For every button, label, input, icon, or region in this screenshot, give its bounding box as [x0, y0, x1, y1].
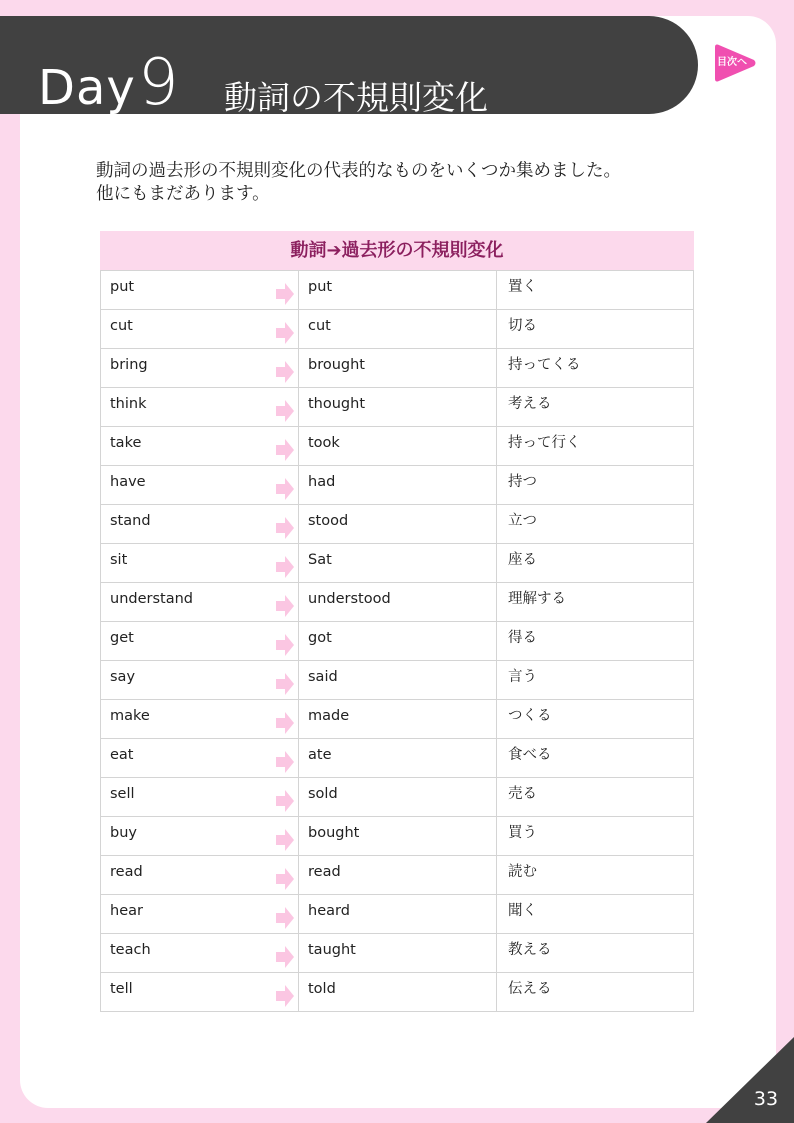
past-form-text: sold: [308, 786, 338, 802]
base-form-cell: [101, 271, 299, 309]
arrow-right-icon: [276, 400, 294, 422]
table-row: [101, 661, 693, 700]
base-form-cell: [101, 739, 299, 777]
past-form-text: thought: [308, 396, 366, 412]
past-form-text: heard: [308, 903, 350, 919]
past-form-cell: [299, 310, 497, 348]
past-form-text: Sat: [308, 552, 332, 568]
past-form-text: taught: [308, 942, 356, 958]
arrow-right-icon: [276, 322, 294, 344]
base-form-cell: [101, 700, 299, 738]
past-form-text: cut: [308, 318, 331, 334]
base-form-cell: [101, 661, 299, 699]
arrow-right-icon: [276, 712, 294, 734]
table-caption: 動詞➔過去形の不規則変化: [100, 231, 694, 270]
page-title: 動詞の不規則変化: [224, 78, 488, 117]
table-row: [101, 778, 693, 817]
past-form-cell: [299, 544, 497, 582]
meaning-cell: [497, 856, 693, 894]
meaning-cell: [497, 817, 693, 855]
base-form-text: buy: [110, 825, 137, 841]
table-row: [101, 388, 693, 427]
base-form-cell: [101, 973, 299, 1011]
arrow-right-icon: [276, 751, 294, 773]
past-form-cell: [299, 895, 497, 933]
base-form-text: hear: [110, 903, 143, 919]
table-row: [101, 622, 693, 661]
base-form-cell: [101, 778, 299, 816]
base-form-cell: [101, 895, 299, 933]
past-form-text: made: [308, 708, 350, 724]
base-form-text: have: [110, 474, 146, 490]
arrow-right-icon: [276, 556, 294, 578]
intro-line: 動詞の過去形の不規則変化の代表的なものをいくつか集めました。: [96, 161, 621, 181]
meaning-cell: [497, 661, 693, 699]
table-row: [101, 310, 693, 349]
table-row: [101, 427, 693, 466]
past-form-cell: [299, 661, 497, 699]
arrow-right-icon: [276, 829, 294, 851]
meaning-cell: [497, 466, 693, 504]
base-form-cell: [101, 310, 299, 348]
arrow-right-icon: [276, 634, 294, 656]
base-form-text: bring: [110, 357, 148, 373]
meaning-cell: [497, 544, 693, 582]
meaning-text: 言う: [508, 669, 537, 685]
base-form-cell: [101, 505, 299, 543]
table-row: [101, 739, 693, 778]
past-form-cell: [299, 466, 497, 504]
past-form-text: put: [308, 279, 333, 295]
meaning-text: 持ってくる: [508, 357, 581, 373]
base-form-text: sell: [110, 786, 135, 802]
meaning-cell: [497, 895, 693, 933]
meaning-cell: [497, 388, 693, 426]
past-form-text: took: [308, 435, 340, 451]
past-form-text: understood: [308, 591, 391, 607]
header-bar: [0, 16, 698, 120]
arrow-right-icon: [276, 517, 294, 539]
meaning-cell: [497, 310, 693, 348]
meaning-cell: [497, 700, 693, 738]
meaning-cell: [497, 427, 693, 465]
past-form-cell: [299, 700, 497, 738]
table-row: [101, 505, 693, 544]
table-row: [101, 466, 693, 505]
past-form-cell: [299, 778, 497, 816]
past-form-cell: [299, 505, 497, 543]
meaning-text: 持って行く: [508, 435, 581, 451]
past-form-text: had: [308, 474, 336, 490]
base-form-cell: [101, 817, 299, 855]
past-form-text: told: [308, 981, 336, 997]
past-form-text: brought: [308, 357, 365, 373]
meaning-text: 得る: [508, 630, 537, 646]
irregular-verb-table: [100, 231, 694, 1012]
past-form-cell: [299, 817, 497, 855]
table-row: [101, 583, 693, 622]
day-number: 9: [138, 46, 179, 120]
table-row: [101, 856, 693, 895]
base-form-text: teach: [110, 942, 151, 958]
meaning-cell: [497, 349, 693, 387]
meaning-text: 買う: [508, 825, 537, 841]
meaning-text: つくる: [508, 708, 552, 724]
meaning-text: 読む: [508, 864, 537, 880]
past-form-text: read: [308, 864, 341, 880]
meaning-cell: [497, 778, 693, 816]
base-form-cell: [101, 466, 299, 504]
meaning-cell: [497, 934, 693, 972]
past-form-text: ate: [308, 747, 332, 763]
table-row: [101, 349, 693, 388]
meaning-cell: [497, 583, 693, 621]
arrow-right-icon: [276, 283, 294, 305]
base-form-text: say: [110, 669, 136, 685]
day-label: Day: [38, 60, 136, 116]
past-form-cell: [299, 973, 497, 1011]
base-form-cell: [101, 934, 299, 972]
base-form-cell: [101, 583, 299, 621]
base-form-cell: [101, 856, 299, 894]
base-form-text: cut: [110, 318, 133, 334]
past-form-cell: [299, 271, 497, 309]
base-form-cell: [101, 349, 299, 387]
base-form-text: get: [110, 630, 134, 646]
arrow-right-icon: [276, 478, 294, 500]
past-form-cell: [299, 388, 497, 426]
base-form-text: make: [110, 708, 150, 724]
past-form-cell: [299, 583, 497, 621]
base-form-cell: [101, 388, 299, 426]
meaning-text: 切る: [508, 318, 537, 334]
table-row: [101, 817, 693, 856]
meaning-cell: [497, 622, 693, 660]
arrow-right-icon: [276, 907, 294, 929]
base-form-text: understand: [110, 591, 193, 607]
past-form-cell: [299, 427, 497, 465]
meaning-text: 売る: [508, 786, 537, 802]
meaning-cell: [497, 973, 693, 1011]
page-number: 33: [753, 1088, 779, 1110]
arrow-right-icon: [276, 439, 294, 461]
table-row: [101, 700, 693, 739]
arrow-right-icon: [276, 361, 294, 383]
past-form-cell: [299, 739, 497, 777]
arrow-right-icon: [276, 946, 294, 968]
past-form-text: got: [308, 630, 332, 646]
past-form-cell: [299, 856, 497, 894]
table-row: [101, 544, 693, 583]
arrow-right-icon: [276, 673, 294, 695]
base-form-text: tell: [110, 981, 133, 997]
table-body: [100, 270, 694, 1012]
intro-line: 他にもまだあります。: [96, 184, 270, 204]
base-form-cell: [101, 622, 299, 660]
base-form-cell: [101, 427, 299, 465]
meaning-text: 教える: [508, 942, 552, 958]
meaning-text: 食べる: [508, 747, 552, 763]
base-form-text: read: [110, 864, 143, 880]
arrow-right-icon: [276, 985, 294, 1007]
meaning-text: 聞く: [508, 903, 537, 919]
past-form-cell: [299, 622, 497, 660]
meaning-text: 座る: [508, 552, 537, 568]
meaning-cell: [497, 739, 693, 777]
past-form-text: bought: [308, 825, 360, 841]
base-form-text: stand: [110, 513, 151, 529]
past-form-text: stood: [308, 513, 349, 529]
base-form-text: take: [110, 435, 142, 451]
meaning-cell: [497, 505, 693, 543]
meaning-cell: [497, 271, 693, 309]
table-row: [101, 271, 693, 310]
meaning-text: 置く: [508, 279, 537, 295]
base-form-text: sit: [110, 552, 128, 568]
past-form-text: said: [308, 669, 338, 685]
toc-label: 目次へ: [717, 57, 747, 68]
meaning-text: 理解する: [508, 591, 566, 607]
table-row: [101, 934, 693, 973]
intro-text: [96, 160, 716, 206]
arrow-right-icon: [276, 790, 294, 812]
meaning-text: 伝える: [508, 981, 552, 997]
meaning-text: 立つ: [508, 513, 537, 529]
base-form-text: eat: [110, 747, 134, 763]
past-form-cell: [299, 934, 497, 972]
meaning-text: 考える: [508, 396, 552, 412]
arrow-right-icon: [276, 595, 294, 617]
table-row: [101, 973, 693, 1012]
base-form-text: think: [110, 396, 147, 412]
past-form-cell: [299, 349, 497, 387]
arrow-right-icon: [276, 868, 294, 890]
base-form-cell: [101, 544, 299, 582]
meaning-text: 持つ: [508, 474, 537, 490]
base-form-text: put: [110, 279, 135, 295]
table-row: [101, 895, 693, 934]
toc-button[interactable]: [712, 43, 757, 83]
